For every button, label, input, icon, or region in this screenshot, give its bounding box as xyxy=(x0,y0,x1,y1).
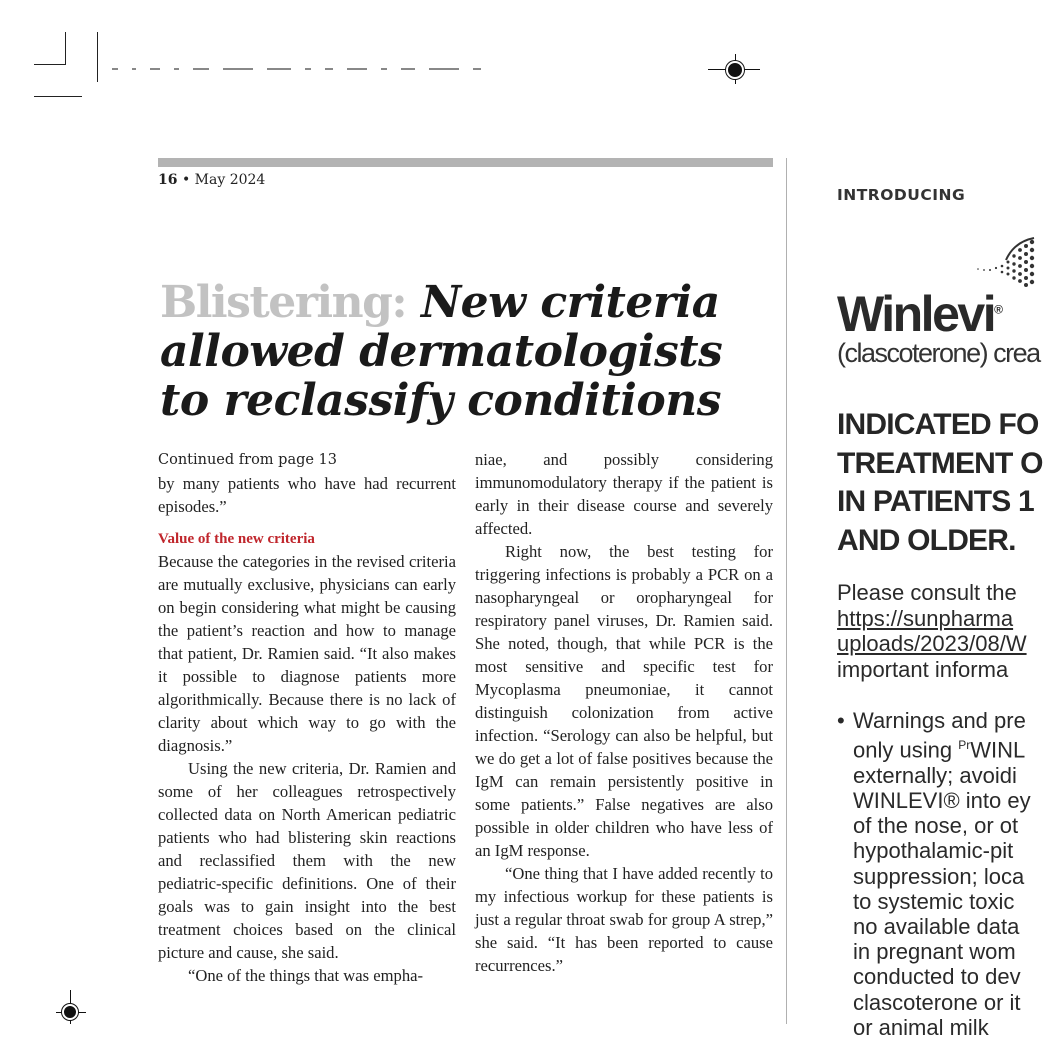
paragraph: niae, and possibly considering immunomodulatory therapy if the patient is early in their disease course and severely affected. xyxy=(475,450,773,538)
brand-word: Winlevi xyxy=(837,286,995,342)
article-column-1 xyxy=(158,448,456,987)
warning-line: in pregnant wom xyxy=(853,939,1016,965)
warning-line: to systemic toxic xyxy=(853,888,1015,914)
warning-line: only using $^{Pr}$WINL xyxy=(853,737,1026,763)
article-headline xyxy=(160,278,772,425)
paragraph: by many patients who have had recurrent episodes.” xyxy=(158,474,456,516)
headline-kicker: Blistering: xyxy=(160,277,407,328)
headline-text: New criteria allowed dermatologists to reclassify conditions xyxy=(160,277,723,426)
paragraph: “One of the things that was empha- xyxy=(188,966,424,985)
article-column-2 xyxy=(475,448,773,977)
warning-line: hypothalamic-pit xyxy=(853,838,1014,864)
column-divider xyxy=(786,158,787,1024)
warning-line: conducted to dev xyxy=(853,964,1021,990)
ad-brand-name xyxy=(837,285,1003,343)
paragraph: Using the new criteria, Dr. Ramien and some of her colleagues retrospectively collected data on North American pediatric patients who had blistering skin reactions and reclassified them with the new pediatric-specific definitions. One of their goals was to gain insight into the best treatment choices based on the clinical picture and cause, she said. xyxy=(158,759,456,962)
indication-line: AND OLDER. xyxy=(837,523,1016,557)
warning-line: or animal milk xyxy=(853,1014,989,1040)
folio xyxy=(158,172,265,188)
indication-line: INDICATED FO xyxy=(837,408,1039,441)
ad-consult-text xyxy=(837,580,1027,682)
consult-line: Please consult the xyxy=(837,580,1017,605)
section-subhead: Value of the new criteria xyxy=(158,531,315,547)
ad-generic-name: (clascoterone) crea xyxy=(837,338,1040,368)
advertisement xyxy=(837,0,1043,1040)
page-number: 16 xyxy=(158,172,178,188)
printer-slug-line xyxy=(112,58,552,68)
indication-line: TREATMENT O xyxy=(837,446,1043,480)
issue-date: May 2024 xyxy=(194,172,266,188)
warning-line: externally; avoidi xyxy=(853,762,1017,788)
warning-line: of the nose, or ot xyxy=(853,813,1019,839)
product-monograph-link[interactable]: uploads/2023/08/W xyxy=(837,631,1027,656)
warning-line: no available data xyxy=(853,913,1020,939)
product-monograph-link[interactable]: https://sunpharma xyxy=(837,605,1014,631)
warning-line: Warnings and pre xyxy=(853,708,1026,733)
paragraph: Right now, the best testing for triggering infections is probably a PCR on a nasopharyngeal or oropharyngeal for respiratory panel viruses, Dr. Ramien said. She noted, though, that while PCR is the most sensitive and specific test for Mycoplasma pneumoniae, it cannot distinguish colonization from active infection. “Serology can also be helpful, but we do get a lot of false positives because the IgM can remain persistently positive in some patients.” False negatives are also possible in older children who have less of an IgM response. xyxy=(475,542,773,860)
folio-separator: • xyxy=(181,172,191,188)
indication-line: IN PATIENTS 1 xyxy=(837,485,1034,518)
registered-mark: ® xyxy=(994,302,1003,317)
ad-indication xyxy=(837,406,1043,560)
ad-introducing: INTRODUCING xyxy=(837,186,966,204)
consult-line: important informa xyxy=(837,656,1009,682)
paragraph: Because the categories in the revised criteria are mutually exclusive, physicians can early on begin considering what might be causing the patient’s reaction and how to manage that patient, Dr. Ramien said. “It also makes it possible to diagnose patients more algorithmically. Because there is no lack of clarity about which way to go with the diagnosis.” xyxy=(158,552,456,755)
header-rule xyxy=(158,158,773,167)
bullet-icon: • xyxy=(837,708,845,733)
warning-line: WINLEVI® into ey xyxy=(853,787,1031,813)
continued-from: Continued from page 13 xyxy=(158,452,338,468)
warning-line: suppression; loca xyxy=(853,863,1025,889)
paragraph: “One thing that I have added recently to my infectious workup for these patients is just a regular throat swab for group A strep,” she said. “It has been reported to cause recurrences.” xyxy=(475,864,773,975)
warning-line: clascoterone or it xyxy=(853,989,1021,1015)
